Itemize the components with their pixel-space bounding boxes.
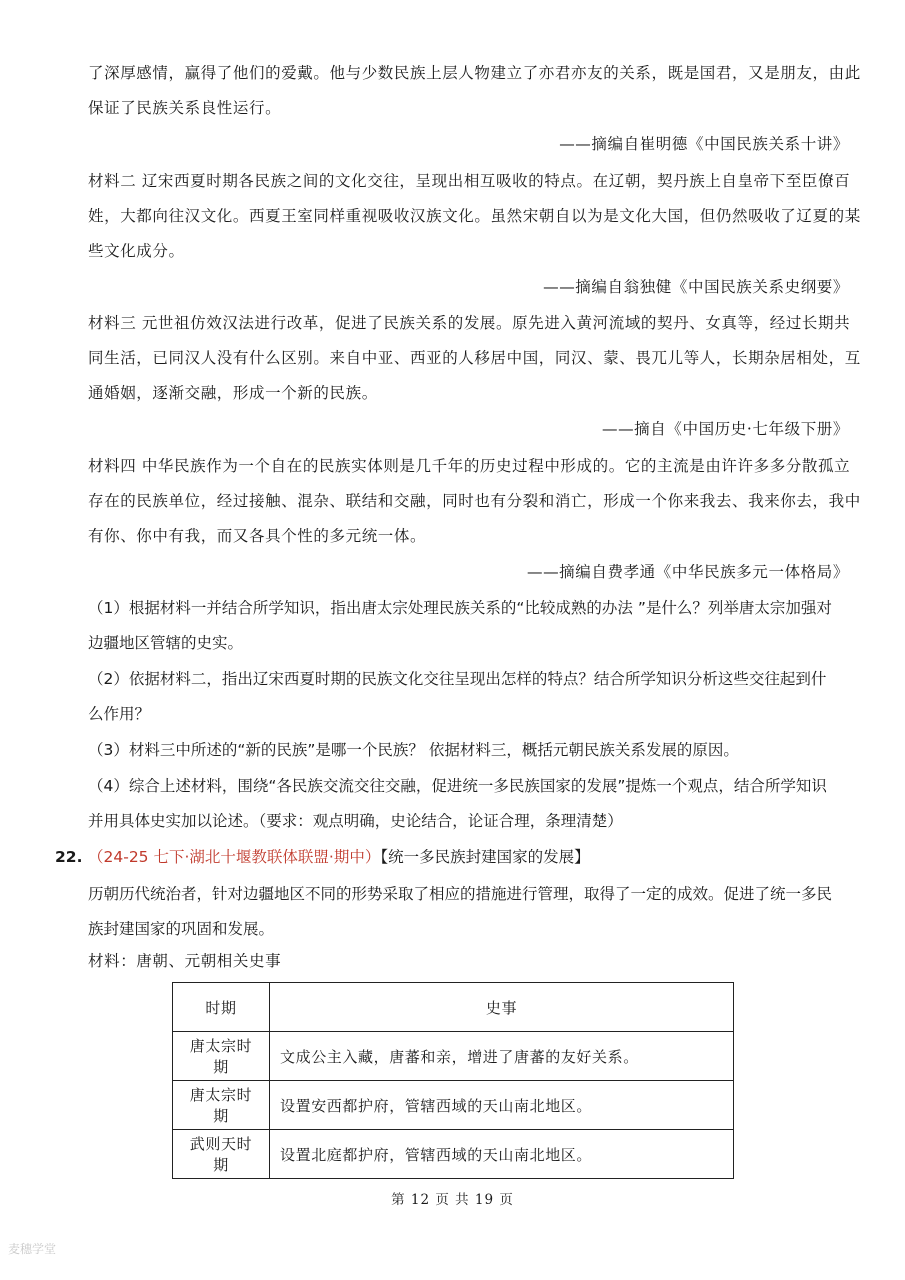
table-cell-event: 设置北庭都护府，管辖西域的天山南北地区。 [270, 1130, 734, 1179]
question-topic: 【统一多民族封建国家的发展】 [380, 848, 590, 866]
material-two-line: 些文化成分。 [88, 242, 185, 260]
table-row [173, 1081, 734, 1130]
material-two-source: ——摘编自翁独健《中国民族关系史纲要》 [543, 278, 849, 296]
table-cell-event: 文成公主入藏，唐蕃和亲，增进了唐蕃的友好关系。 [270, 1032, 734, 1081]
material-four-line: 存在的民族单位，经过接触、混杂、联结和交融，同时也有分裂和消亡，形成一个你来我去、我来你去，我中 [88, 492, 861, 510]
table-cell-event: 设置安西都护府，管辖西域的天山南北地区。 [270, 1081, 734, 1130]
table-cell-period: 唐太宗时期 [173, 1081, 270, 1130]
table-cell-period: 唐太宗时期 [173, 1032, 270, 1081]
question-number: 22. [55, 848, 83, 866]
question-line: 并用具体史实加以论述。（要求：观点明确，史论结合，论证合理，条理清楚） [88, 812, 623, 830]
question-intro-line: 族封建国家的巩固和发展。 [88, 920, 275, 938]
table-header-event: 史事 [270, 983, 734, 1032]
material-two-line: 材料二 辽宋西夏时期各民族之间的文化交往，呈现出相互吸收的特点。在辽朝，契丹族上自皇帝下至臣僚百 [88, 172, 851, 190]
watermark: 麦穗学堂 [8, 1242, 57, 1256]
material-two-line: 姓，大都向往汉文化。西夏王室同样重视吸收汉族文化。虽然宋朝自以为是文化大国，但仍然吸收了辽夏的某 [88, 207, 861, 225]
question-line: （1）根据材料一并结合所学知识，指出唐太宗处理民族关系的“比较成熟的办法 ”是什么？列举唐太宗加强对 [88, 599, 832, 617]
material-one-line: 了深厚感情，赢得了他们的爱戴。他与少数民族上层人物建立了亦君亦友的关系，既是国君，又是朋友，由此 [88, 64, 861, 82]
question-line: （2）依据材料二，指出辽宋西夏时期的民族文化交往呈现出怎样的特点？结合所学知识分析这些交往起到什 [88, 670, 827, 688]
question-source-tag: （24-25 七下·湖北十堰教联体联盟·期中） [88, 848, 381, 866]
material-one-line: 保证了民族关系良性运行。 [88, 99, 282, 117]
question-line: 么作用？ [88, 705, 151, 723]
material-three-line: 通婚姻，逐渐交融，形成一个新的民族。 [88, 384, 378, 402]
question-intro-line: 历朝历代统治者，针对边疆地区不同的形势采取了相应的措施进行管理，取得了一定的成效。促进了统一多民 [88, 885, 833, 903]
question-header [88, 846, 858, 868]
table-row [173, 1032, 734, 1081]
table-header-period: 时期 [173, 983, 270, 1032]
material-four-line: 材料四 中华民族作为一个自在的民族实体则是几千年的历史过程中形成的。它的主流是由许许多多分散孤立 [88, 457, 851, 475]
material-four-line: 有你、你中有我，而又各具个性的多元统一体。 [88, 527, 427, 545]
material-four-source: ——摘编自费孝通《中华民族多元一体格局》 [526, 563, 849, 581]
history-table [172, 982, 734, 1179]
question-line: （4）综合上述材料，围绕“各民族交流交往交融，促进统一多民族国家的发展”提炼一个观点，结合所学知识 [88, 777, 827, 795]
material-three-source: ——摘自《中国历史·七年级下册》 [601, 420, 849, 438]
material-three-line: 材料三 元世祖仿效汉法进行改革，促进了民族关系的发展。原先进入黄河流域的契丹、女真等，经过长期共 [88, 314, 851, 332]
page-footer: 第 12 页 共 19 页 [391, 1192, 514, 1208]
material-one-source: ——摘编自崔明德《中国民族关系十讲》 [559, 135, 849, 153]
material-three-line: 同生活，已同汉人没有什么区别。来自中亚、西亚的人移居中国，同汉、蒙、畏兀儿等人，长期杂居相处，互 [88, 349, 861, 367]
table-cell-period: 武则天时期 [173, 1130, 270, 1179]
question-line: 边疆地区管辖的史实。 [88, 634, 244, 652]
table-row [173, 1130, 734, 1179]
material-label-text: 材料：唐朝、元朝相关史事 [88, 952, 282, 970]
question-line: （3）材料三中所述的“新的民族”是哪一个民族？ 依据材料三，概括元朝民族关系发展的原因。 [88, 741, 739, 759]
table-header-row [173, 983, 734, 1032]
